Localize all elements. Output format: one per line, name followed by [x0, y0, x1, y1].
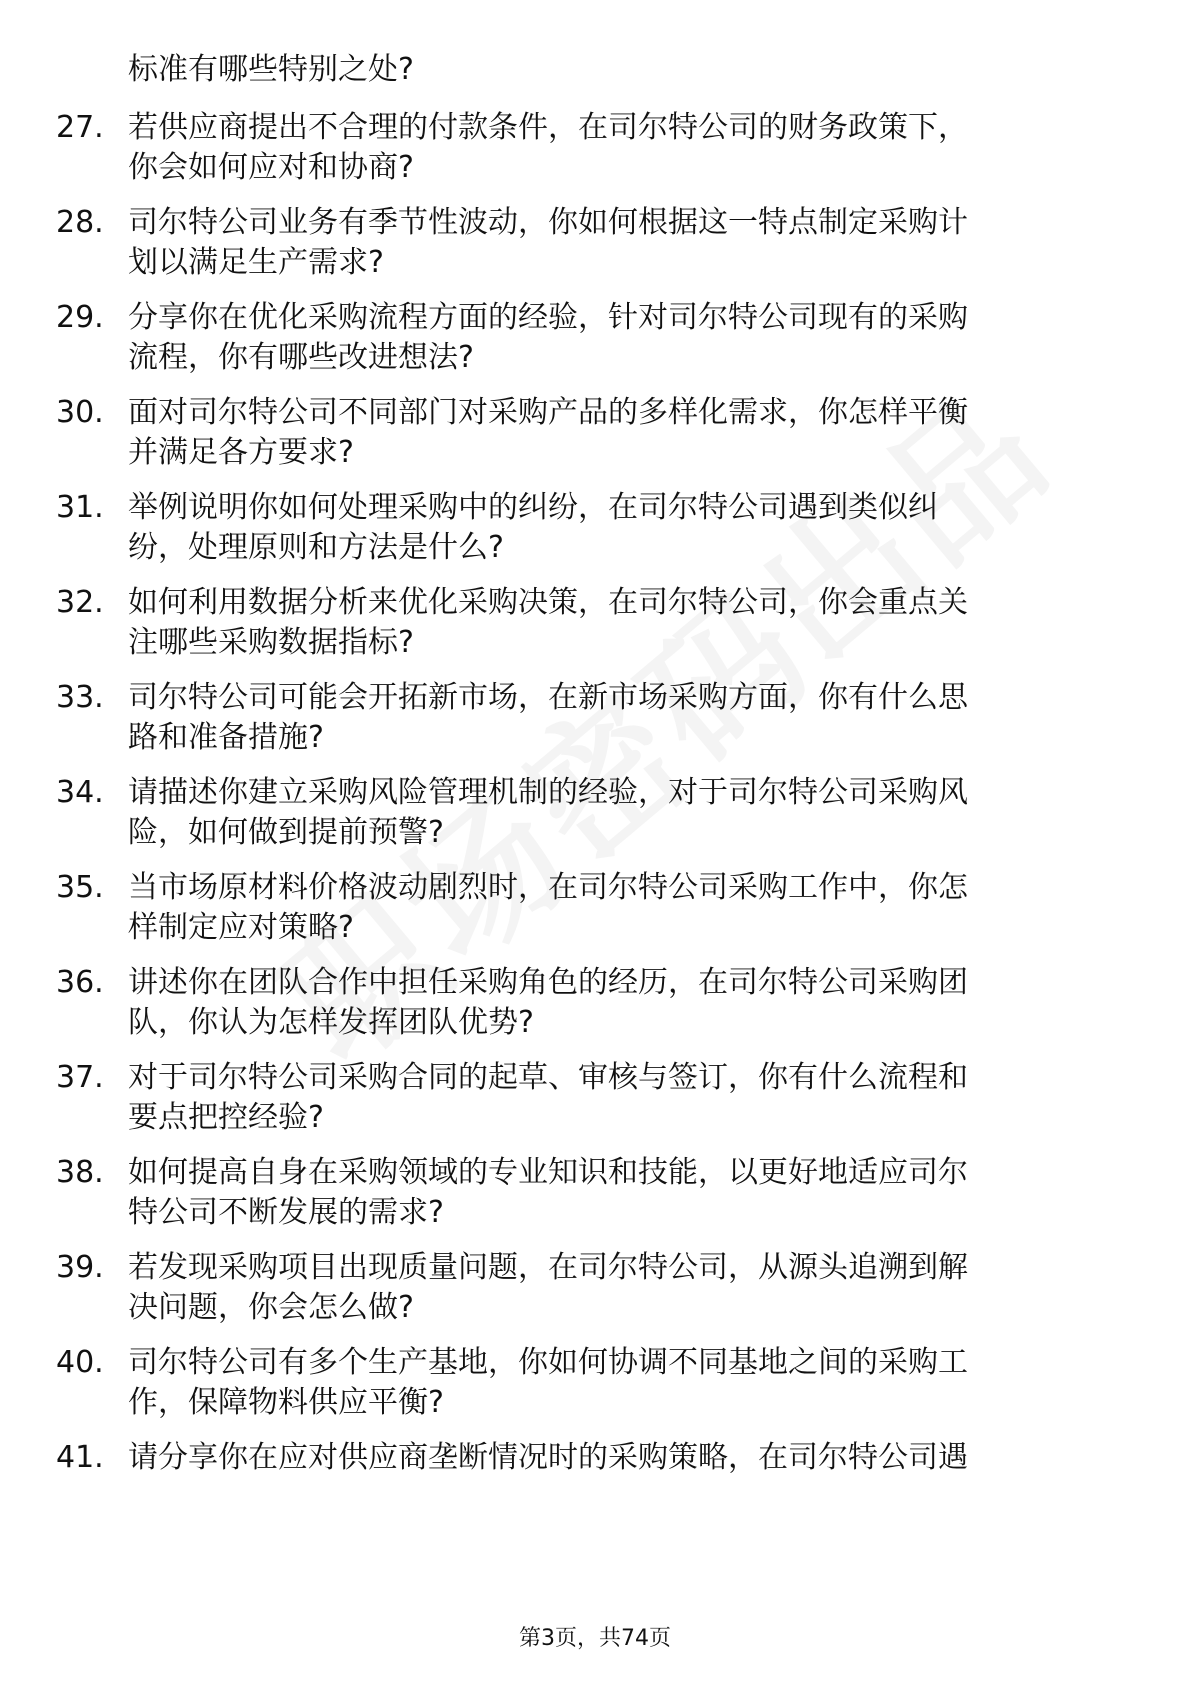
question-number: 37. [56, 1060, 104, 1095]
question-line: 讲述你在团队合作中担任采购角色的经历，在司尔特公司采购团 [128, 965, 968, 1000]
question-line: 样制定应对策略? [128, 910, 354, 945]
question-line: 你会如何应对和协商? [128, 150, 414, 185]
question-line: 纷，处理原则和方法是什么? [128, 530, 504, 565]
question-line: 若发现采购项目出现质量问题，在司尔特公司，从源头追溯到解 [128, 1250, 968, 1285]
question-line: 注哪些采购数据指标? [128, 625, 414, 660]
question-line: 划以满足生产需求? [128, 245, 384, 280]
question-text [128, 868, 1118, 948]
question-number: 34. [56, 775, 104, 810]
question-number: 35. [56, 870, 104, 905]
question-text [128, 1058, 1118, 1138]
question-line: 若供应商提出不合理的付款条件，在司尔特公司的财务政策下， [128, 110, 968, 145]
question-line: 流程，你有哪些改进想法? [128, 340, 474, 375]
question-number: 36. [56, 965, 104, 1000]
question-text [128, 393, 1118, 473]
question-text [128, 1438, 1118, 1478]
question-text [128, 773, 1118, 853]
question-line: 险，如何做到提前预警? [128, 815, 444, 850]
question-number: 33. [56, 680, 104, 715]
question-line: 如何利用数据分析来优化采购决策，在司尔特公司，你会重点关 [128, 585, 968, 620]
question-text [128, 1248, 1118, 1328]
question-number: 38. [56, 1155, 104, 1190]
question-text [128, 108, 1118, 188]
question-number: 40. [56, 1345, 104, 1380]
question-text [128, 488, 1118, 568]
question-line: 当市场原材料价格波动剧烈时，在司尔特公司采购工作中，你怎 [128, 870, 968, 905]
question-line: 请描述你建立采购风险管理机制的经验，对于司尔特公司采购风 [128, 775, 968, 810]
question-text [128, 203, 1118, 283]
question-line: 司尔特公司业务有季节性波动，你如何根据这一特点制定采购计 [128, 205, 968, 240]
question-number: 30. [56, 395, 104, 430]
question-number: 39. [56, 1250, 104, 1285]
question-line: 作，保障物料供应平衡? [128, 1385, 444, 1420]
question-number: 27. [56, 110, 104, 145]
question-text [128, 298, 1118, 378]
question-line: 司尔特公司有多个生产基地，你如何协调不同基地之间的采购工 [128, 1345, 968, 1380]
question-line: 司尔特公司可能会开拓新市场，在新市场采购方面，你有什么思 [128, 680, 968, 715]
question-number: 41. [56, 1440, 104, 1475]
question-number: 29. [56, 300, 104, 335]
question-line: 分享你在优化采购流程方面的经验，针对司尔特公司现有的采购 [128, 300, 968, 335]
question-text [128, 963, 1118, 1043]
question-text [128, 1343, 1118, 1423]
question-text [128, 583, 1118, 663]
question-number: 28. [56, 205, 104, 240]
question-line: 决问题，你会怎么做? [128, 1290, 414, 1325]
question-line: 队，你认为怎样发挥团队优势? [128, 1005, 534, 1040]
question-line: 如何提高自身在采购领域的专业知识和技能，以更好地适应司尔 [128, 1155, 968, 1190]
question-number: 32. [56, 585, 104, 620]
question-text [128, 678, 1118, 758]
question-text [128, 1153, 1118, 1233]
question-line: 请分享你在应对供应商垄断情况时的采购策略，在司尔特公司遇 [128, 1440, 968, 1475]
question-line: 要点把控经验? [128, 1100, 324, 1135]
question-line: 并满足各方要求? [128, 435, 354, 470]
continuation-line: 标准有哪些特别之处? [128, 52, 414, 87]
page-footer: 第3页，共74页 [519, 1626, 671, 1651]
question-line: 面对司尔特公司不同部门对采购产品的多样化需求，你怎样平衡 [128, 395, 968, 430]
question-line: 对于司尔特公司采购合同的起草、审核与签订，你有什么流程和 [128, 1060, 968, 1095]
question-number: 31. [56, 490, 104, 525]
question-line: 举例说明你如何处理采购中的纠纷，在司尔特公司遇到类似纠 [128, 490, 938, 525]
question-line: 特公司不断发展的需求? [128, 1195, 444, 1230]
question-line: 路和准备措施? [128, 720, 324, 755]
